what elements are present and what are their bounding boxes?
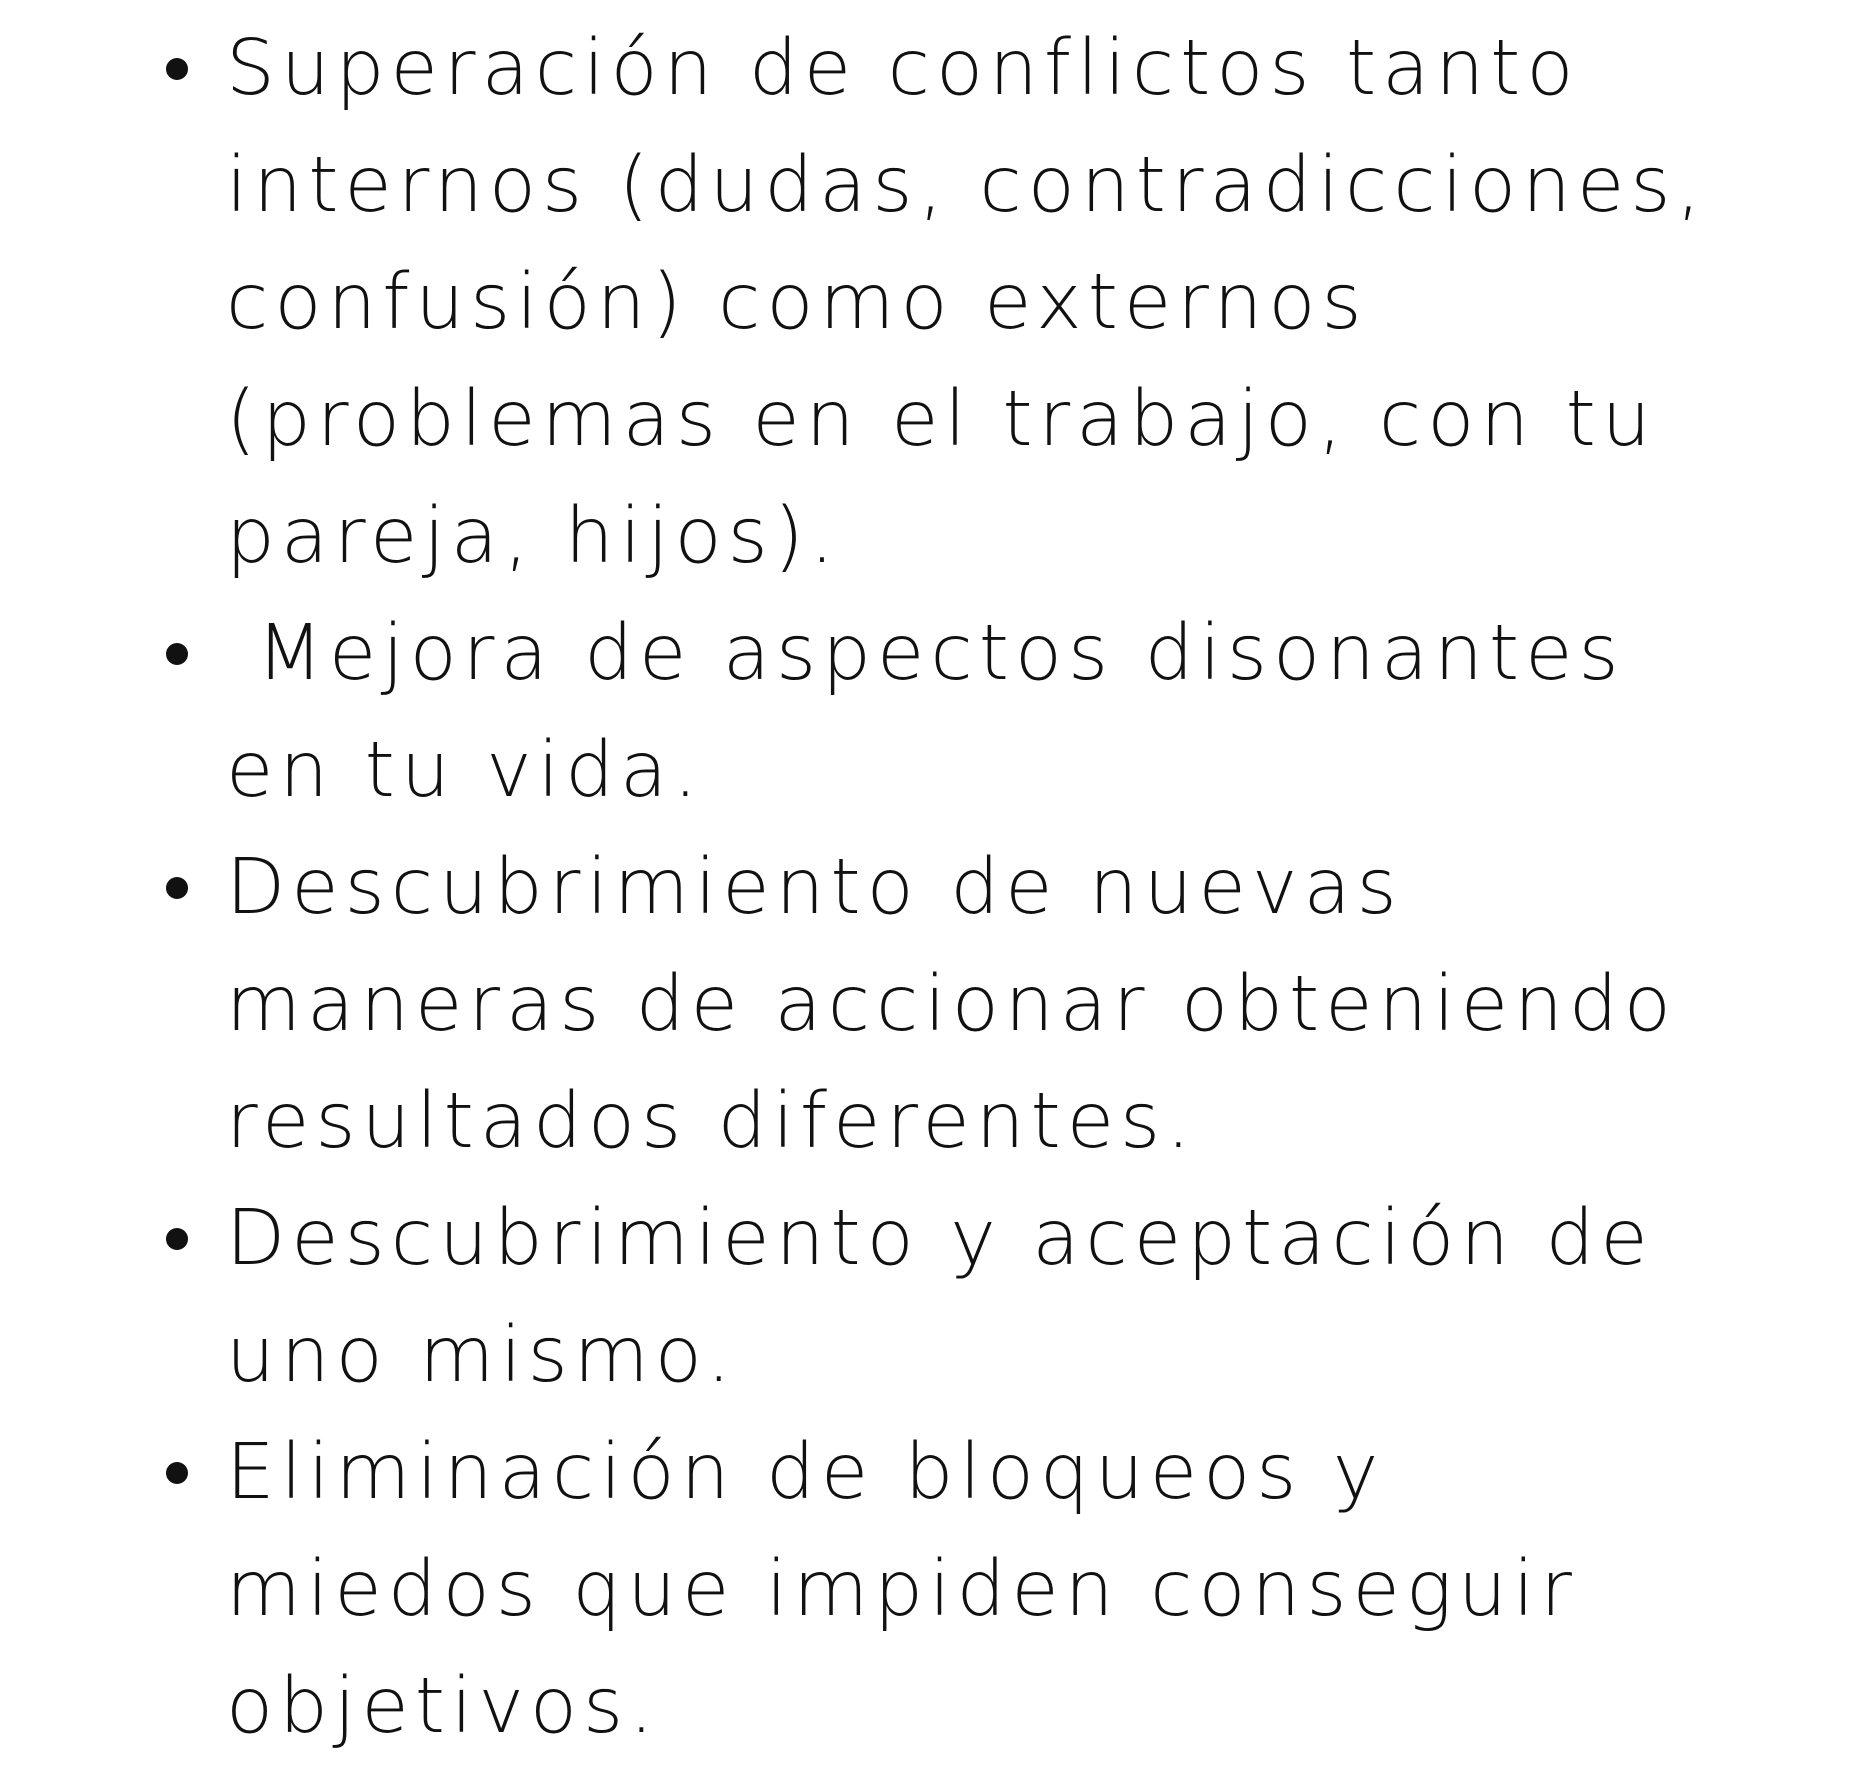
bullet-icon (166, 1462, 188, 1484)
item-text-line: Descubrimiento y aceptación de (226, 1194, 1654, 1283)
bullet-icon (166, 1228, 188, 1250)
item-text-line: miedos que impiden conseguir (226, 1545, 1578, 1634)
item-text-line: maneras de accionar obteniendo (226, 960, 1677, 1049)
item-text-line: en tu vida. (226, 726, 704, 815)
item-text-line: internos (dudas, contradicciones, (226, 141, 1707, 230)
list-item (150, 1414, 1750, 1765)
list-item (150, 829, 1750, 1180)
item-text-line: resultados diferentes. (226, 1077, 1197, 1166)
list-item (150, 595, 1750, 829)
item-text-line: Superación de conflictos tanto (226, 24, 1580, 113)
list-item (150, 1180, 1750, 1414)
bullet-list (150, 10, 1750, 1765)
item-text-line: Mejora de aspectos disonantes (226, 609, 1625, 698)
item-text-line: confusión) como externos (226, 258, 1368, 347)
item-text-line: Eliminación de bloqueos y (226, 1428, 1385, 1517)
item-text-line: (problemas en el trabajo, con tu (226, 375, 1657, 464)
bullet-icon (166, 877, 188, 899)
item-text-line: uno mismo. (226, 1311, 737, 1400)
bullet-icon (166, 643, 188, 665)
item-text-line: objetivos. (226, 1662, 660, 1751)
item-text-line: pareja, hijos). (226, 492, 841, 581)
list-item (150, 10, 1750, 595)
bullet-icon (166, 58, 188, 80)
item-text-line: Descubrimiento de nuevas (226, 843, 1403, 932)
